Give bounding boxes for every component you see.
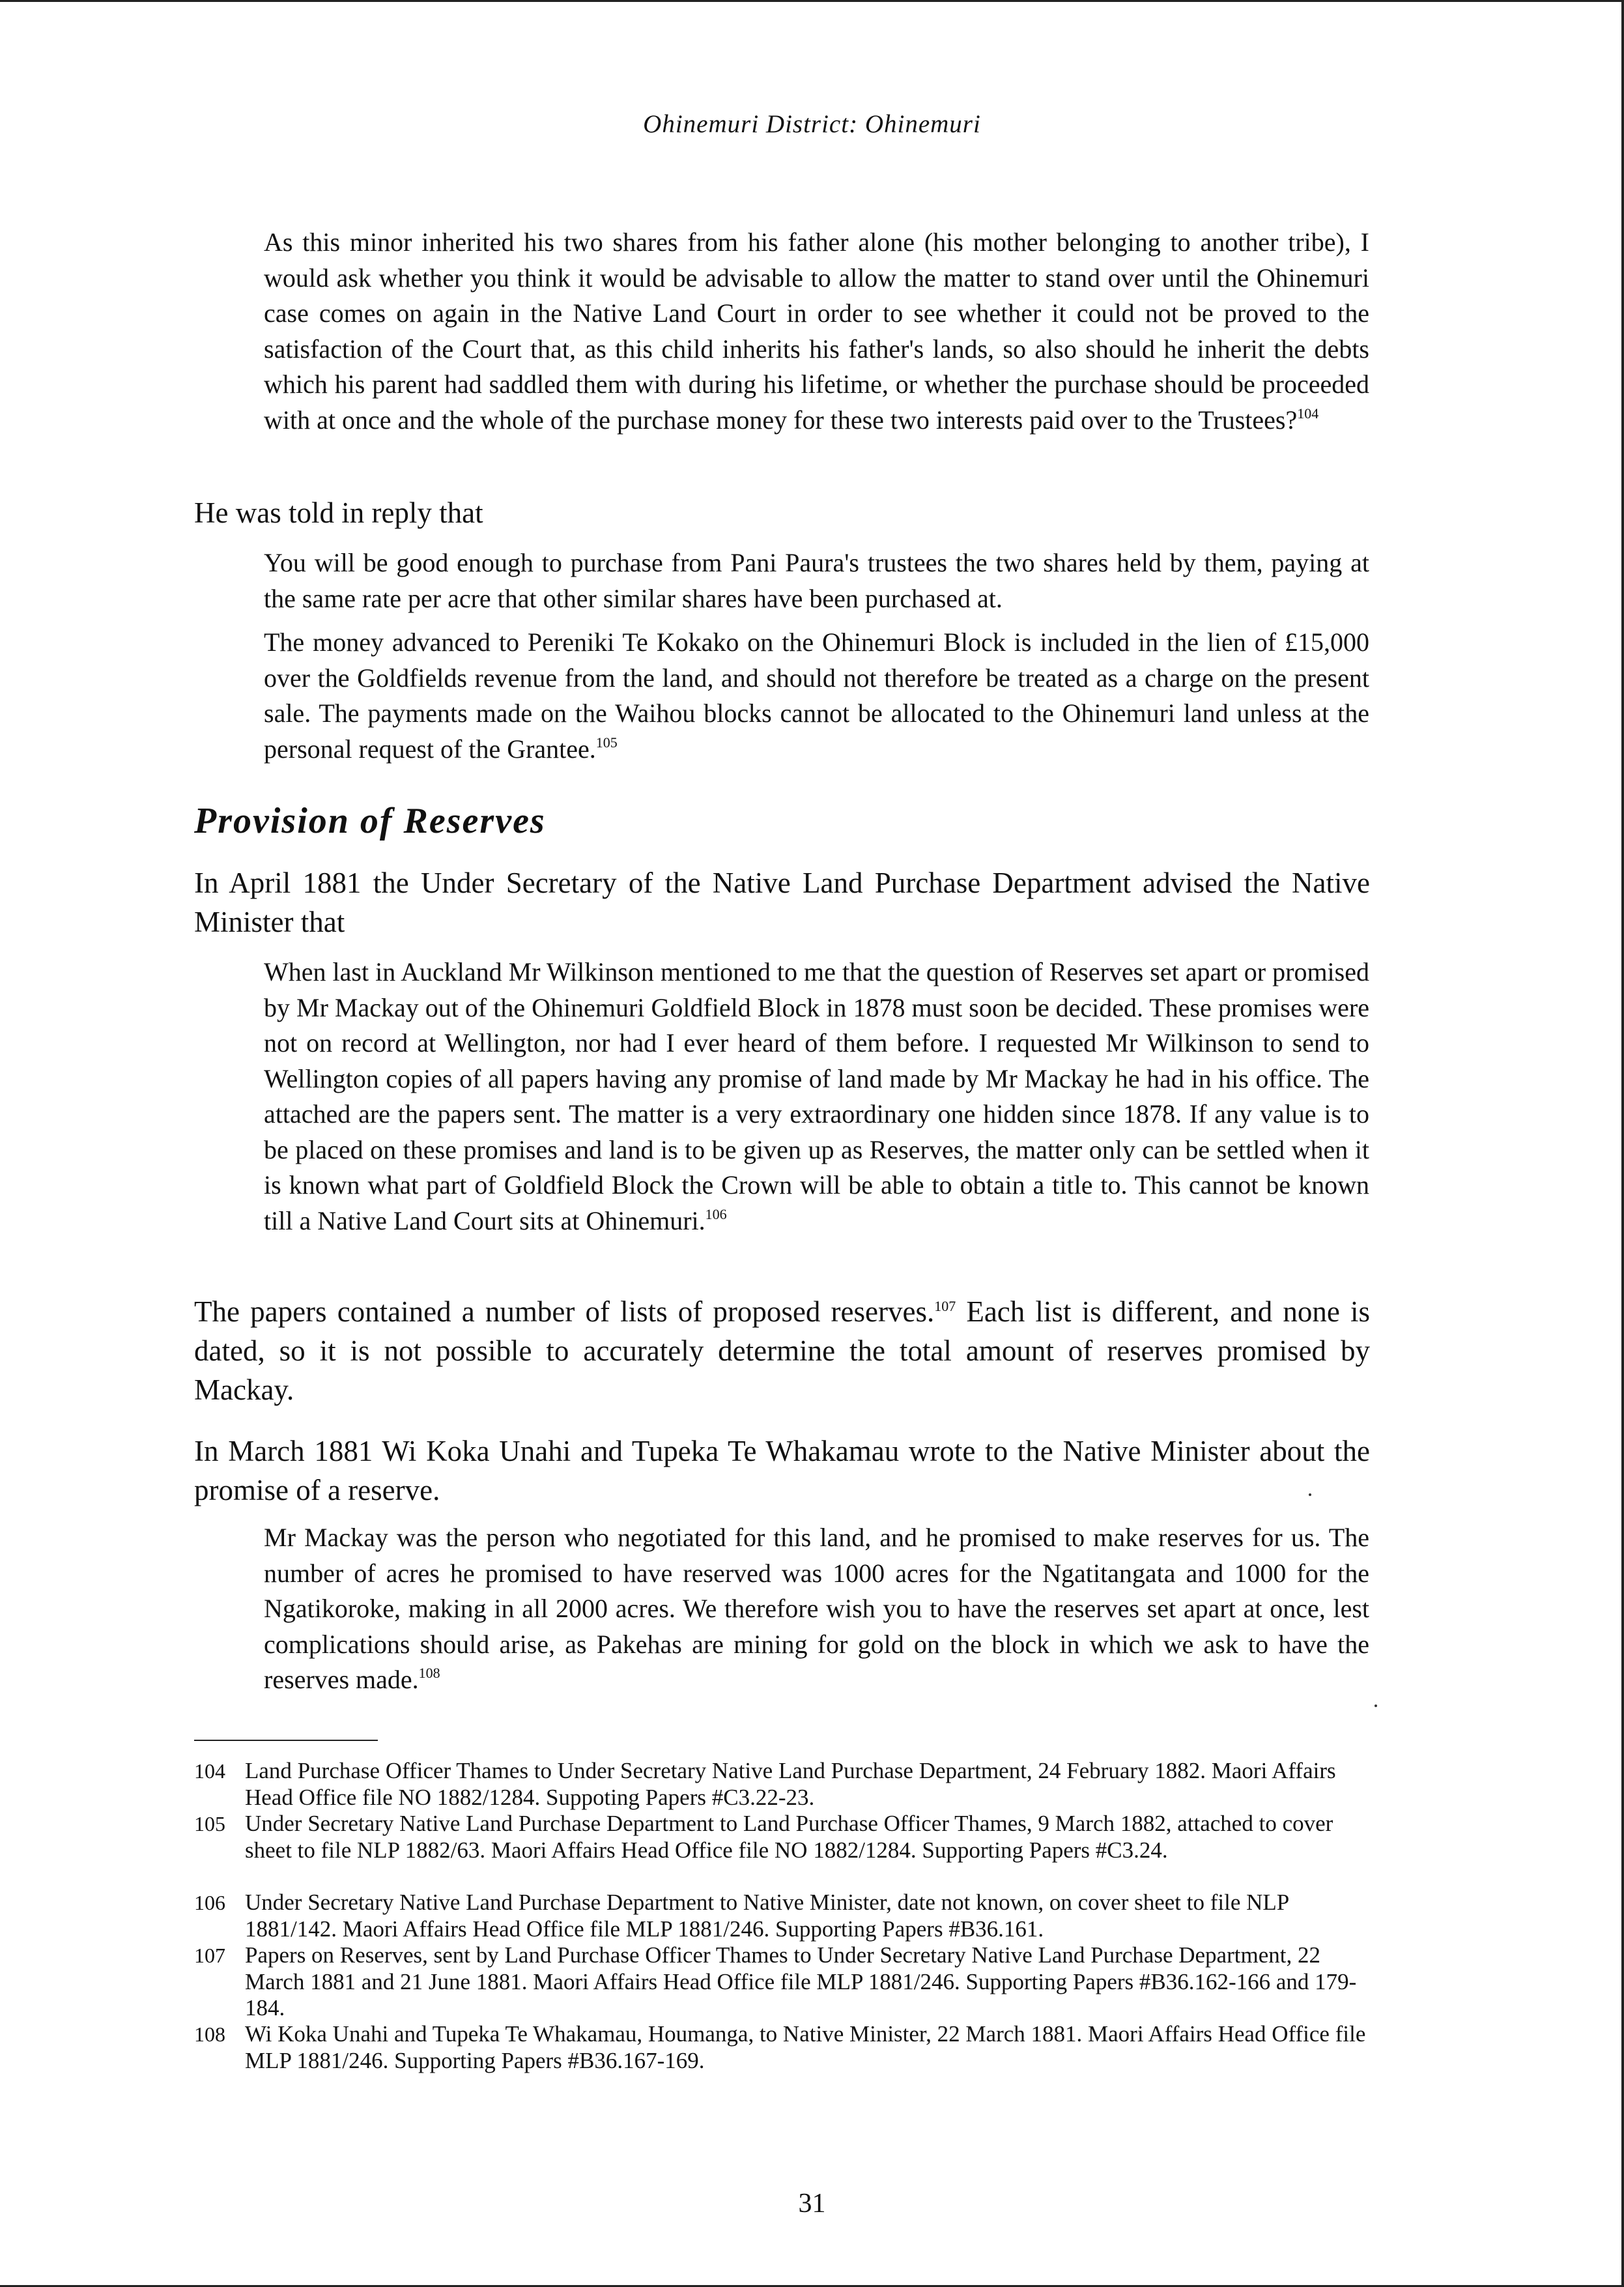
page-edge-right [1621, 0, 1624, 2287]
footnote-number: 105 [194, 1812, 225, 1835]
footnote-number: 106 [194, 1891, 225, 1914]
running-header: Ohinemuri District: Ohinemuri [643, 110, 981, 138]
footnote-text: Under Secretary Native Land Purchase Department to Native Minister, date not known, on cover sheet to file NLP 1881/142. Maori Affairs Head Office file MLP 1881/246. Supporting Papers #B36.161. [245, 1890, 1289, 1942]
footnote-ref-107: 107 [934, 1298, 956, 1314]
footnote-text: Papers on Reserves, sent by Land Purchase Officer Thames to Under Secretary Native Land Purchase Department, 22 March 1881 and 21 June 1881. Maori Affairs Head Office file MLP 1881/246. Supporting Papers #B36.162-166 and 179-184. [245, 1942, 1357, 2021]
body-paragraph-2: In April 1881 the Under Secretary of the Native Land Purchase Department advised the Native Minister that [194, 867, 1370, 938]
footnote-104 [194, 1758, 1367, 1811]
block-quote-2a: You will be good enough to purchase from Pani Paura's trustees the two shares held by them, paying at the same rate per acre that other similar shares have been purchased at. [264, 548, 1369, 613]
footnote-ref-108: 108 [418, 1665, 440, 1681]
block-quote-1-text: As this minor inherited his two shares from his father alone (his mother belonging to another tribe), I would ask whether you think it would be advisable to allow the matter to stand over until the Ohinemuri case comes on again in the Native Land Court in order to see whether it could not be proved to the satisfaction of the Court that, as this child inherits his father's lands, so also should he inherit the debts which his parent had saddled them with during his lifetime, or whether the purchase should be proceeded with at once and the whole of the purchase money for these two interests paid over to the Trustees? [264, 227, 1369, 435]
block-quote-3 [264, 955, 1369, 1239]
footnote-106 [194, 1890, 1367, 1942]
page-edge-top [0, 0, 1624, 2]
scan-speck [1375, 1704, 1377, 1707]
body-paragraph-3-text-a: The papers contained a number of lists of proposed reserves. [194, 1295, 935, 1328]
body-paragraph-3-text-b: Each list is different, and none is dated, so it is not possible to accurately determine the total amount of reserves promised by Mackay. [194, 1295, 1370, 1406]
block-quote-4-text: Mr Mackay was the person who negotiated for this land, and he promised to make reserves for us. The number of acres he promised to have reserved was 1000 acres for the Ngatitangata and 1000 for the Ngatikoroke, making in all 2000 acres. We therefore wish you to have the reserves set apart at once, lest complications should arise, as Pakehas are mining for gold on the block in which we ask to have the reserves made. [264, 1523, 1369, 1694]
footnote-107 [194, 1942, 1367, 2022]
section-heading: Provision of Reserves [194, 801, 546, 841]
scan-speck [1309, 1493, 1311, 1496]
footnote-number: 107 [194, 1944, 225, 1967]
body-paragraph-4: In March 1881 Wi Koka Unahi and Tupeka Te Whakamau wrote to the Native Minister about the promise of a reserve. [194, 1435, 1370, 1506]
block-quote-4 [264, 1520, 1369, 1698]
footnote-text: Under Secretary Native Land Purchase Department to Land Purchase Officer Thames, 9 March 1882, attached to cover sheet to file NLP 1882/63. Maori Affairs Head Office file NO 1882/1284. Supporting Papers #C3.24. [245, 1811, 1333, 1863]
block-quote-2b-text: The money advanced to Pereniki Te Kokako on the Ohinemuri Block is included in the lien of £15,000 over the Goldfields revenue from the land, and should not therefore be treated as a charge on the present sale. The payments made on the Waihou blocks cannot be allocated to the Ohinemuri land unless at the personal request of the Grantee. [264, 627, 1369, 764]
block-quote-1 [264, 225, 1369, 438]
block-quote-2b [264, 625, 1369, 767]
footnote-number: 108 [194, 2022, 225, 2046]
footnote-text: Land Purchase Officer Thames to Under Secretary Native Land Purchase Department, 24 February 1882. Maori Affairs Head Office file NO 1882/1284. Suppoting Papers #C3.22-23. [245, 1758, 1336, 1810]
page-number: 31 [798, 2189, 826, 2219]
footnote-number: 104 [194, 1759, 225, 1783]
footnote-ref-105: 105 [595, 734, 618, 751]
body-paragraph-1: He was told in reply that [194, 496, 483, 529]
body-paragraph-3 [194, 1292, 1370, 1409]
footnote-105 [194, 1811, 1367, 1863]
footnote-text: Wi Koka Unahi and Tupeka Te Whakamau, Houmanga, to Native Minister, 22 March 1881. Maori Affairs Head Office file MLP 1881/246. Supporting Papers #B36.167-169. [245, 2021, 1366, 2073]
footnote-108 [194, 2021, 1367, 2074]
footnote-separator [194, 1740, 378, 1741]
footnote-ref-104: 104 [1297, 405, 1319, 422]
footnote-ref-106: 106 [705, 1205, 727, 1222]
block-quote-3-text: When last in Auckland Mr Wilkinson mentioned to me that the question of Reserves set apart or promised by Mr Mackay out of the Ohinemuri Goldfield Block in 1878 must soon be decided. These promises were not on record at Wellington, nor had I ever heard of them before. I requested Mr Wilkinson to send to Wellington copies of all papers having any promise of land made by Mr Mackay he had in his office. The attached are the papers sent. The matter is a very extraordinary one hidden since 1878. If any value is to be placed on these promises and land is to be given up as Reserves, the matter only can be settled when it is known what part of Goldfield Block the Crown will be able to obtain a title to. This cannot be known till a Native Land Court sits at Ohinemuri. [264, 957, 1369, 1235]
